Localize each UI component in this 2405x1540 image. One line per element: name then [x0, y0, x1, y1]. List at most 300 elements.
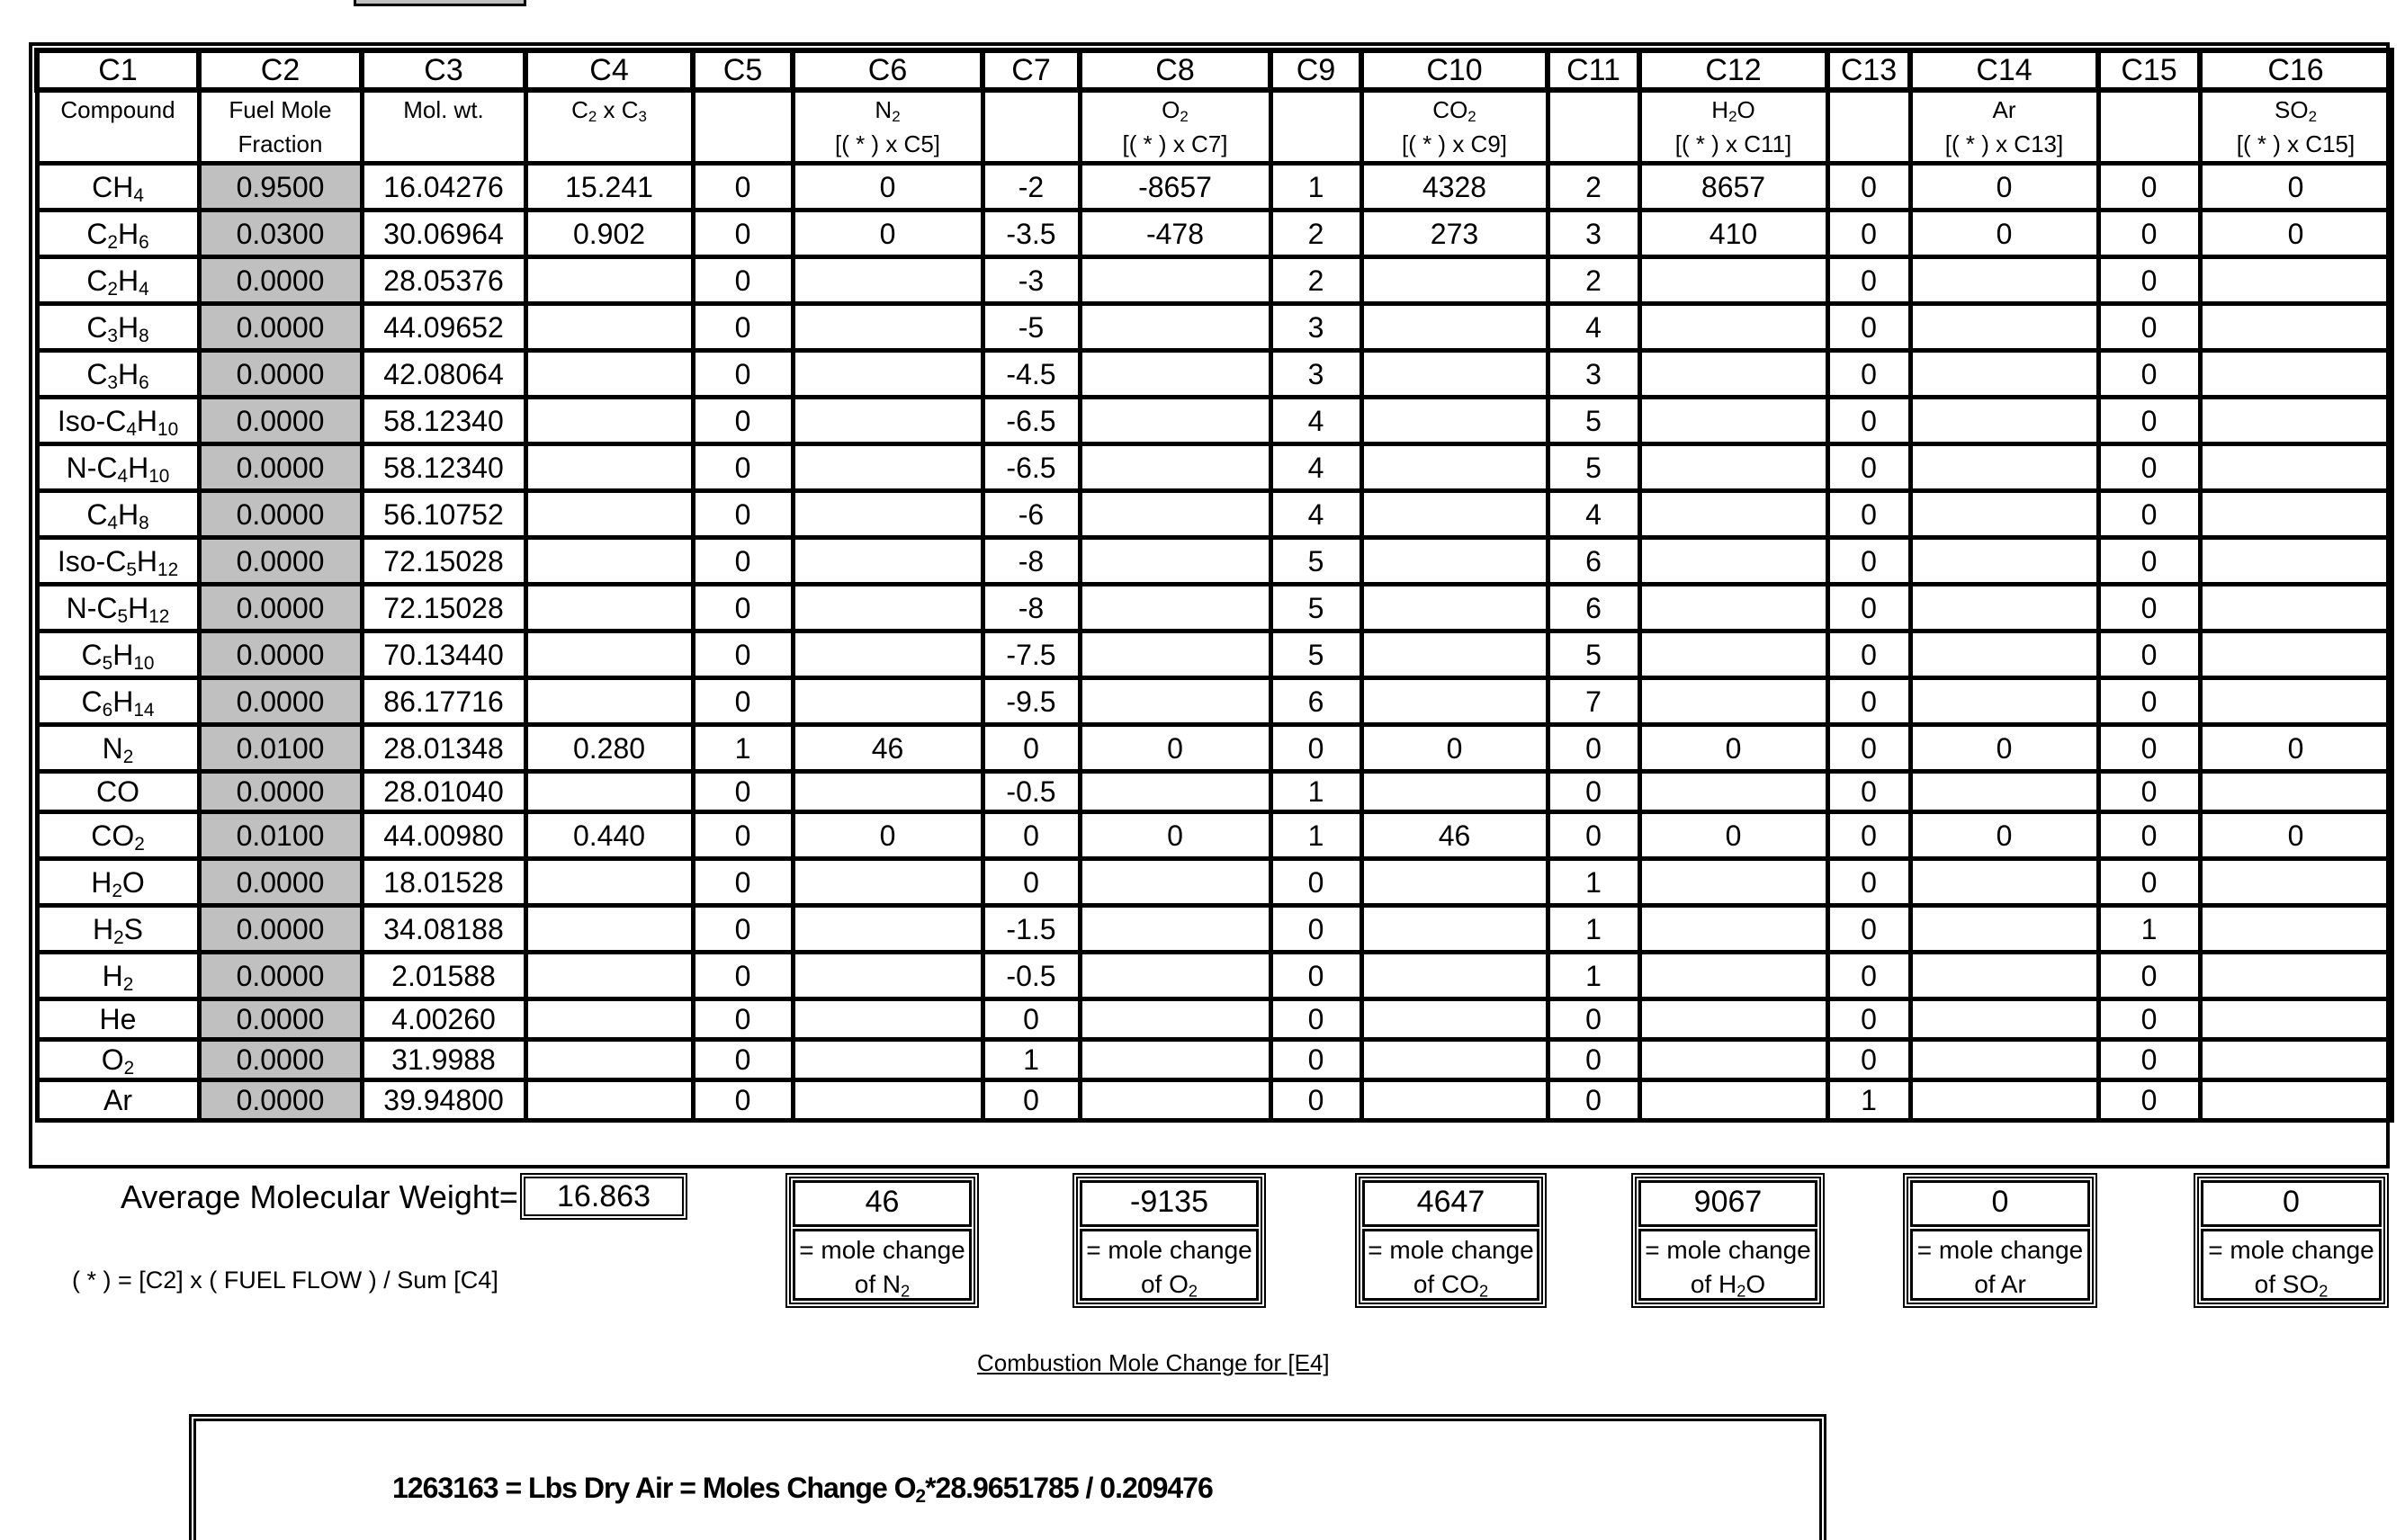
- compound-cell: $CO_2$: [37, 812, 199, 859]
- cell-c10: [1361, 953, 1548, 999]
- cell-c4: [525, 678, 693, 725]
- cell-c3: 30.06964: [362, 210, 525, 257]
- cell-c15: 0: [2098, 1040, 2200, 1080]
- column-title-c4: $C_2$ x $C_3$: [525, 90, 693, 164]
- mole-change-box-c14: [1903, 1173, 2097, 1308]
- column-title-c15: [2098, 90, 2200, 164]
- cell-c7: 0: [983, 999, 1080, 1040]
- cell-c10: 273: [1361, 210, 1548, 257]
- cell-c11: 5: [1548, 444, 1639, 491]
- cell-c5: 0: [693, 398, 793, 444]
- fuel-mole-fraction-input[interactable]: 0.0000: [199, 1040, 362, 1080]
- cell-c5: 0: [693, 906, 793, 953]
- cell-c13: 0: [1827, 585, 1910, 631]
- table-row: [37, 491, 2392, 538]
- cell-c14: 0: [1910, 210, 2098, 257]
- cell-c5: 0: [693, 164, 793, 210]
- cell-c5: 0: [693, 351, 793, 398]
- avg-mol-weight-label: Average Molecular Weight=: [121, 1178, 518, 1215]
- column-id-c3: C3: [362, 50, 525, 90]
- fuel-mole-fraction-input[interactable]: 0.0000: [199, 491, 362, 538]
- cell-c4: [525, 772, 693, 812]
- cell-c4: [525, 1080, 693, 1121]
- cell-c14: [1910, 491, 2098, 538]
- cell-c7: -4.5: [983, 351, 1080, 398]
- cell-c4: [525, 859, 693, 906]
- cell-c14: 0: [1910, 725, 2098, 772]
- cell-c3: 72.15028: [362, 538, 525, 585]
- cell-c4: [525, 538, 693, 585]
- cell-c11: 0: [1548, 725, 1639, 772]
- cell-c8: 0: [1080, 725, 1270, 772]
- column-id-c16: C16: [2200, 50, 2392, 90]
- cell-c4: [525, 444, 693, 491]
- summary-row: [0, 1171, 2405, 1333]
- column-id-c12: C12: [1639, 50, 1827, 90]
- cell-c14: [1910, 631, 2098, 678]
- cell-c16: 0: [2200, 725, 2392, 772]
- cell-c11: 0: [1548, 772, 1639, 812]
- cell-c16: [2200, 953, 2392, 999]
- fuel-mole-fraction-input[interactable]: 0.0000: [199, 631, 362, 678]
- table-row: [37, 631, 2392, 678]
- cell-c13: 0: [1827, 164, 1910, 210]
- cell-c13: 0: [1827, 953, 1910, 999]
- cell-c4: [525, 631, 693, 678]
- fuel-mole-fraction-input[interactable]: 0.0000: [199, 678, 362, 725]
- cell-c14: [1910, 398, 2098, 444]
- cell-c12: [1639, 678, 1827, 725]
- cell-c3: 42.08064: [362, 351, 525, 398]
- cell-c16: [2200, 772, 2392, 812]
- mole-change-value: 0: [1910, 1180, 2090, 1227]
- cell-c3: 44.00980: [362, 812, 525, 859]
- cell-c7: -6: [983, 491, 1080, 538]
- cell-c12: [1639, 1080, 1827, 1121]
- mole-change-label: = mole change of $CO_2$: [1362, 1229, 1539, 1301]
- mole-change-value: 46: [793, 1180, 972, 1227]
- cell-c8: [1080, 351, 1270, 398]
- cell-c5: 0: [693, 1040, 793, 1080]
- cell-c16: [2200, 444, 2392, 491]
- column-title-c7: [983, 90, 1080, 164]
- cell-c14: [1910, 257, 2098, 304]
- table-row: [37, 538, 2392, 585]
- cell-c10: [1361, 772, 1548, 812]
- cell-c13: 0: [1827, 538, 1910, 585]
- cell-c15: 0: [2098, 398, 2200, 444]
- cell-c4: 15.241: [525, 164, 693, 210]
- cell-c15: 0: [2098, 999, 2200, 1040]
- table-row: [37, 257, 2392, 304]
- cell-c11: 1: [1548, 953, 1639, 999]
- cell-c4: [525, 351, 693, 398]
- cell-c10: [1361, 304, 1548, 351]
- cell-c8: [1080, 304, 1270, 351]
- cell-c5: 0: [693, 631, 793, 678]
- compound-cell: Iso-$C_4H_{10}$: [37, 398, 199, 444]
- column-title-c9: [1270, 90, 1361, 164]
- column-title-c12: $H_2O$ [( * ) x C11]: [1639, 90, 1827, 164]
- cell-c8: [1080, 631, 1270, 678]
- cell-c15: 1: [2098, 906, 2200, 953]
- cell-c12: 0: [1639, 725, 1827, 772]
- cell-c6: [793, 1040, 983, 1080]
- fuel-mole-fraction-input[interactable]: 0.0000: [199, 999, 362, 1040]
- cell-c6: 0: [793, 812, 983, 859]
- column-id-c5: C5: [693, 50, 793, 90]
- cell-c11: 3: [1548, 351, 1639, 398]
- table-row: [37, 953, 2392, 999]
- fuel-mole-fraction-input[interactable]: 0.0000: [199, 906, 362, 953]
- cell-c3: 72.15028: [362, 585, 525, 631]
- cell-c3: 34.08188: [362, 906, 525, 953]
- cell-c9: 1: [1270, 812, 1361, 859]
- compound-cell: $C_6H_{14}$: [37, 678, 199, 725]
- column-title-c6: $N_2$ [( * ) x C5]: [793, 90, 983, 164]
- cell-c12: [1639, 953, 1827, 999]
- cell-c3: 18.01528: [362, 859, 525, 906]
- cell-c7: 0: [983, 812, 1080, 859]
- cell-c15: 0: [2098, 210, 2200, 257]
- cell-c11: 7: [1548, 678, 1639, 725]
- cell-c3: 28.05376: [362, 257, 525, 304]
- cell-c15: 0: [2098, 491, 2200, 538]
- cell-c11: 0: [1548, 812, 1639, 859]
- column-id-c15: C15: [2098, 50, 2200, 90]
- cell-c7: -1.5: [983, 906, 1080, 953]
- cell-c9: 0: [1270, 1080, 1361, 1121]
- cell-c4: [525, 304, 693, 351]
- cell-c16: [2200, 859, 2392, 906]
- cell-c6: [793, 999, 983, 1040]
- cell-c6: [793, 906, 983, 953]
- cell-c8: -478: [1080, 210, 1270, 257]
- cell-c10: 46: [1361, 812, 1548, 859]
- column-title-c16: $SO_2$ [( * ) x C15]: [2200, 90, 2392, 164]
- formula-text: = Lbs Dry Air = Moles Change $O_2*28.9651785 / 0.209476$: [505, 1472, 1213, 1508]
- table-row: [37, 859, 2392, 906]
- cell-c5: 0: [693, 304, 793, 351]
- cell-c12: [1639, 304, 1827, 351]
- mole-change-box-c16: [2194, 1173, 2389, 1308]
- cell-c7: -8: [983, 585, 1080, 631]
- cell-c14: [1910, 859, 2098, 906]
- cell-c6: [793, 859, 983, 906]
- combustion-table: [34, 48, 2394, 1123]
- cell-c12: [1639, 257, 1827, 304]
- cell-c12: [1639, 398, 1827, 444]
- mole-change-box-c10: [1355, 1173, 1547, 1308]
- cell-c3: 58.12340: [362, 444, 525, 491]
- cell-c3: 31.9988: [362, 1040, 525, 1080]
- column-id-c10: C10: [1361, 50, 1548, 90]
- cell-c12: [1639, 999, 1827, 1040]
- cell-c5: 0: [693, 538, 793, 585]
- cell-c12: [1639, 351, 1827, 398]
- cell-c5: 0: [693, 257, 793, 304]
- cell-c6: [793, 538, 983, 585]
- cell-c13: 0: [1827, 812, 1910, 859]
- lbs-dry-air-value: 1263163: [392, 1472, 498, 1504]
- cell-c8: [1080, 1080, 1270, 1121]
- cell-c6: [793, 585, 983, 631]
- cell-c15: 0: [2098, 304, 2200, 351]
- cell-c10: [1361, 906, 1548, 953]
- cell-c8: [1080, 859, 1270, 906]
- cell-c7: -3.5: [983, 210, 1080, 257]
- cell-c13: 0: [1827, 491, 1910, 538]
- cell-c6: [793, 304, 983, 351]
- cell-c11: 1: [1548, 859, 1639, 906]
- fuel-mole-fraction-input[interactable]: 0.0000: [199, 538, 362, 585]
- cell-c6: [793, 772, 983, 812]
- cell-c8: [1080, 538, 1270, 585]
- cell-c4: [525, 491, 693, 538]
- compound-cell: Iso-$C_5H_{12}$: [37, 538, 199, 585]
- cell-c9: 2: [1270, 257, 1361, 304]
- cell-c13: 0: [1827, 725, 1910, 772]
- compound-cell: $N-C_4H_{10}$: [37, 444, 199, 491]
- cell-c16: [2200, 1040, 2392, 1080]
- cell-c16: [2200, 351, 2392, 398]
- fuel-mole-fraction-input[interactable]: 0.9500: [199, 164, 362, 210]
- compound-cell: $C_2H_6$: [37, 210, 199, 257]
- cell-c11: 4: [1548, 304, 1639, 351]
- column-title-c8: $O_2$ [( * ) x C7]: [1080, 90, 1270, 164]
- compound-cell: $CH_4$: [37, 164, 199, 210]
- cell-c9: 4: [1270, 491, 1361, 538]
- cell-c3: 58.12340: [362, 398, 525, 444]
- cell-c7: -7.5: [983, 631, 1080, 678]
- cell-c10: [1361, 491, 1548, 538]
- cell-c15: 0: [2098, 631, 2200, 678]
- cell-c3: 86.17716: [362, 678, 525, 725]
- cell-c7: 0: [983, 725, 1080, 772]
- cell-c5: 0: [693, 210, 793, 257]
- cell-c7: -9.5: [983, 678, 1080, 725]
- table-row: [37, 351, 2392, 398]
- column-title-row: [37, 90, 2392, 164]
- compound-cell: $N_2$: [37, 725, 199, 772]
- cell-c3: 44.09652: [362, 304, 525, 351]
- cell-c3: 56.10752: [362, 491, 525, 538]
- cell-c5: 0: [693, 585, 793, 631]
- cell-c10: 4328: [1361, 164, 1548, 210]
- cell-c7: -2: [983, 164, 1080, 210]
- cell-c4: [525, 257, 693, 304]
- fuel-mole-fraction-input[interactable]: 0.0000: [199, 859, 362, 906]
- table-row: [37, 210, 2392, 257]
- cell-c14: [1910, 1080, 2098, 1121]
- cell-c15: 0: [2098, 164, 2200, 210]
- cell-c8: 0: [1080, 812, 1270, 859]
- cell-c3: 70.13440: [362, 631, 525, 678]
- cell-c7: 0: [983, 859, 1080, 906]
- fuel-mole-fraction-input[interactable]: 0.0100: [199, 725, 362, 772]
- cell-c12: [1639, 444, 1827, 491]
- cell-c14: [1910, 304, 2098, 351]
- cell-c9: 2: [1270, 210, 1361, 257]
- cell-c14: 0: [1910, 164, 2098, 210]
- cell-c12: 410: [1639, 210, 1827, 257]
- cell-c13: 0: [1827, 351, 1910, 398]
- column-id-c13: C13: [1827, 50, 1910, 90]
- table-row: [37, 725, 2392, 772]
- fuel-mole-fraction-input[interactable]: 0.0000: [199, 351, 362, 398]
- column-id-c2: C2: [199, 50, 362, 90]
- cell-c16: 0: [2200, 812, 2392, 859]
- cell-c3: 28.01040: [362, 772, 525, 812]
- fuel-mole-fraction-input[interactable]: 0.0300: [199, 210, 362, 257]
- cell-c16: [2200, 257, 2392, 304]
- mole-change-value: 4647: [1362, 1180, 1539, 1227]
- column-title-c14: Ar [( * ) x C13]: [1910, 90, 2098, 164]
- compound-cell: $C_3H_8$: [37, 304, 199, 351]
- fuel-mole-fraction-input[interactable]: 0.0000: [199, 1080, 362, 1121]
- mole-change-box-c8: [1072, 1173, 1266, 1308]
- cell-c12: [1639, 859, 1827, 906]
- mole-change-box-c12: [1631, 1173, 1825, 1308]
- cell-c9: 0: [1270, 859, 1361, 906]
- cell-c9: 1: [1270, 772, 1361, 812]
- cell-c10: [1361, 538, 1548, 585]
- cell-c11: 0: [1548, 999, 1639, 1040]
- column-id-c11: C11: [1548, 50, 1639, 90]
- cell-c5: 0: [693, 812, 793, 859]
- fuel-mole-fraction-input[interactable]: 0.0000: [199, 304, 362, 351]
- cell-c9: 4: [1270, 398, 1361, 444]
- mole-change-label: = mole change of Ar: [1910, 1229, 2090, 1301]
- cell-c12: [1639, 585, 1827, 631]
- cell-c7: -6.5: [983, 398, 1080, 444]
- cell-c13: 0: [1827, 210, 1910, 257]
- cell-c8: [1080, 398, 1270, 444]
- compound-cell: $H_2O$: [37, 859, 199, 906]
- fuel-mole-fraction-input[interactable]: 0.0000: [199, 257, 362, 304]
- cell-c14: [1910, 444, 2098, 491]
- cell-c9: 0: [1270, 1040, 1361, 1080]
- cell-c14: [1910, 538, 2098, 585]
- column-title-c10: $CO_2$ [( * ) x C9]: [1361, 90, 1548, 164]
- cell-c8: [1080, 999, 1270, 1040]
- compound-cell: $H_2S$: [37, 906, 199, 953]
- cell-c6: [793, 257, 983, 304]
- table-row: [37, 1080, 2392, 1121]
- fuel-mole-fraction-input[interactable]: 0.0000: [199, 772, 362, 812]
- cell-c5: 0: [693, 999, 793, 1040]
- compound-cell: $C_3H_6$: [37, 351, 199, 398]
- cell-c6: [793, 491, 983, 538]
- cell-c7: -0.5: [983, 772, 1080, 812]
- cell-c5: 0: [693, 1080, 793, 1121]
- cell-c5: 0: [693, 491, 793, 538]
- cell-c7: 1: [983, 1040, 1080, 1080]
- cell-c15: 0: [2098, 351, 2200, 398]
- cell-c14: [1910, 585, 2098, 631]
- cell-c13: 0: [1827, 999, 1910, 1040]
- cell-c9: 0: [1270, 906, 1361, 953]
- cell-c13: 0: [1827, 444, 1910, 491]
- cell-c4: 0.440: [525, 812, 693, 859]
- fuel-mole-fraction-input[interactable]: 0.0000: [199, 398, 362, 444]
- cell-c10: [1361, 398, 1548, 444]
- cell-c7: 0: [983, 1080, 1080, 1121]
- cell-c8: -8657: [1080, 164, 1270, 210]
- fuel-mole-fraction-input[interactable]: 0.0100: [199, 812, 362, 859]
- compound-cell: CO: [37, 772, 199, 812]
- cell-c13: 1: [1827, 1080, 1910, 1121]
- cell-c13: 0: [1827, 398, 1910, 444]
- table-row: [37, 444, 2392, 491]
- cell-c4: [525, 585, 693, 631]
- cell-c14: [1910, 772, 2098, 812]
- compound-cell: $H_2$: [37, 953, 199, 999]
- cell-c15: 0: [2098, 953, 2200, 999]
- cell-c8: [1080, 772, 1270, 812]
- cell-c6: [793, 398, 983, 444]
- cell-c16: [2200, 1080, 2392, 1121]
- cell-c9: 1: [1270, 164, 1361, 210]
- cell-c10: [1361, 631, 1548, 678]
- cell-c7: -5: [983, 304, 1080, 351]
- cell-c4: 0.902: [525, 210, 693, 257]
- fuel-mole-fraction-input[interactable]: 0.0000: [199, 953, 362, 999]
- column-title-c5: [693, 90, 793, 164]
- cell-c16: [2200, 906, 2392, 953]
- cell-c14: [1910, 351, 2098, 398]
- mole-change-value: 9067: [1638, 1180, 1817, 1227]
- cell-c7: -8: [983, 538, 1080, 585]
- cell-c8: [1080, 1040, 1270, 1080]
- cell-c5: 0: [693, 859, 793, 906]
- cell-c4: 0.280: [525, 725, 693, 772]
- cell-c15: 0: [2098, 725, 2200, 772]
- cell-c16: [2200, 585, 2392, 631]
- cell-c12: [1639, 538, 1827, 585]
- cell-c10: [1361, 585, 1548, 631]
- column-title-c11: [1548, 90, 1639, 164]
- fuel-mole-fraction-input[interactable]: 0.0000: [199, 585, 362, 631]
- cell-c16: [2200, 398, 2392, 444]
- compound-cell: He: [37, 999, 199, 1040]
- cell-c5: 0: [693, 444, 793, 491]
- mole-change-label: = mole change of $H_2O$: [1638, 1229, 1817, 1301]
- table-row: [37, 678, 2392, 725]
- cell-c10: [1361, 257, 1548, 304]
- cell-c8: [1080, 906, 1270, 953]
- cell-c15: 0: [2098, 812, 2200, 859]
- column-title-c13: [1827, 90, 1910, 164]
- compound-cell: $O_2$: [37, 1040, 199, 1080]
- fuel-mole-fraction-input[interactable]: 0.0000: [199, 444, 362, 491]
- cell-c11: 6: [1548, 585, 1639, 631]
- cell-c9: 0: [1270, 953, 1361, 999]
- top-input-box: [354, 0, 526, 6]
- cell-c6: 46: [793, 725, 983, 772]
- cell-c16: 0: [2200, 210, 2392, 257]
- table-row: [37, 999, 2392, 1040]
- table-row: [37, 164, 2392, 210]
- cell-c15: 0: [2098, 859, 2200, 906]
- cell-c13: 0: [1827, 772, 1910, 812]
- cell-c7: -6.5: [983, 444, 1080, 491]
- mole-change-value: -9135: [1080, 1180, 1259, 1227]
- cell-c6: [793, 631, 983, 678]
- cell-c11: 4: [1548, 491, 1639, 538]
- compound-cell: Ar: [37, 1080, 199, 1121]
- cell-c13: 0: [1827, 257, 1910, 304]
